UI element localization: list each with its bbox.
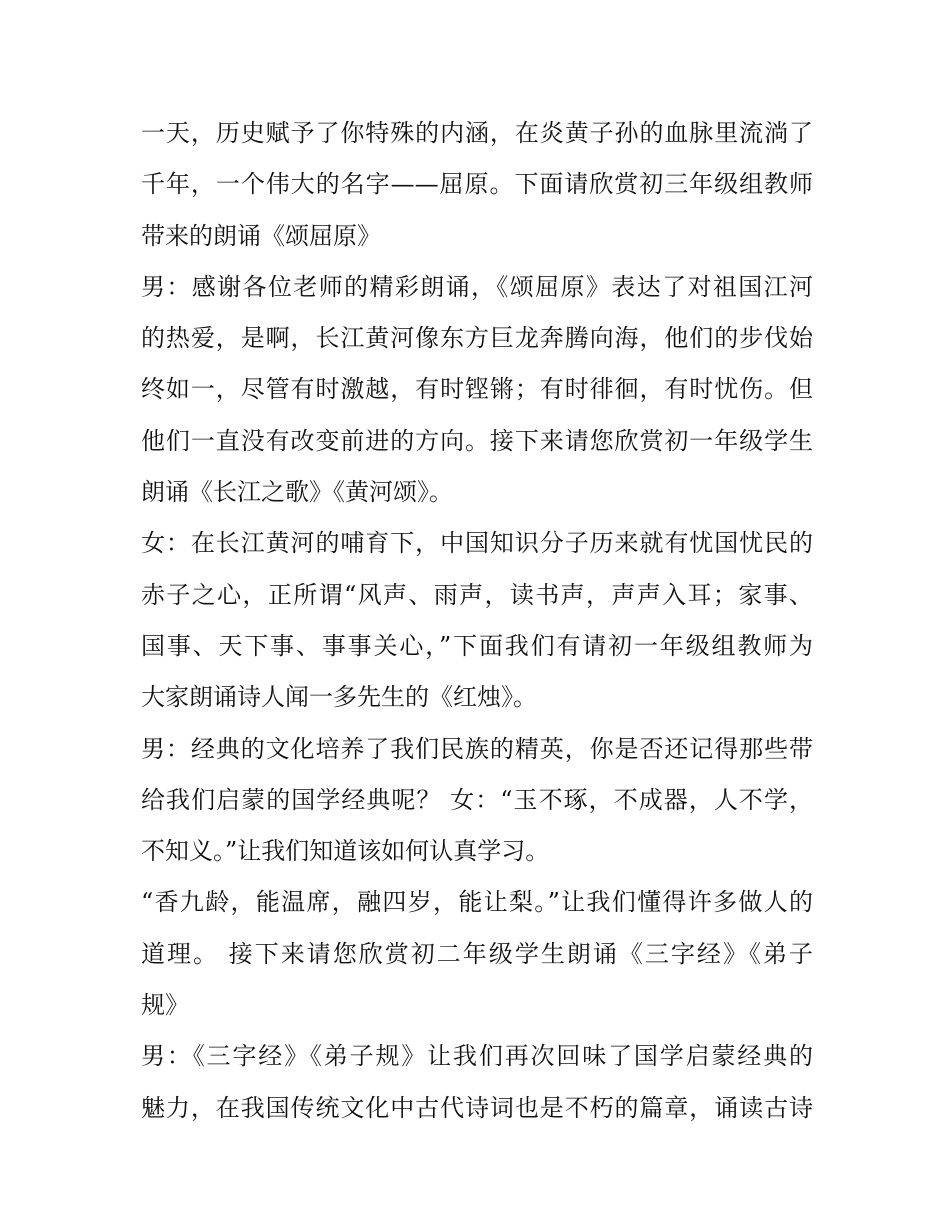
text-line: 男：感谢各位老师的精彩朗诵，《颂屈原》表达了对祖国江河 bbox=[141, 272, 813, 301]
text-line: 赤子之心，正所谓“风声、雨声，读书声，声声入耳；家事、 bbox=[141, 580, 813, 609]
text-line: 魅力，在我国传统文化中古代诗词也是不朽的篇章，诵读古诗 bbox=[141, 1093, 813, 1122]
text-line: 给我们启蒙的国学经典呢？ 女：“玉不琢，不成器，人不学， bbox=[141, 785, 813, 814]
text-line: 女：在长江黄河的哺育下，中国知识分子历来就有忧国忧民的 bbox=[141, 529, 813, 558]
document-body bbox=[141, 108, 813, 1134]
text-line: 他们一直没有改变前进的方向。接下来请您欣赏初一年级学生 bbox=[141, 426, 813, 455]
text-line: 的热爱，是啊，长江黄河像东方巨龙奔腾向海，他们的步伐始 bbox=[141, 324, 813, 353]
text-line: 大家朗诵诗人闻一多先生的《红烛》。 bbox=[141, 683, 537, 712]
text-line: 千年，一个伟大的名字——屈原。下面请欣赏初三年级组教师 bbox=[141, 170, 813, 199]
text-line: 国事、天下事、事事关心，”下面我们有请初一年级组教师为 bbox=[141, 631, 813, 660]
text-line: 朗诵《长江之歌》《黄河颂》。 bbox=[141, 478, 453, 507]
text-line: 道理。 接下来请您欣赏初二年级学生朗诵《三字经》《弟子 bbox=[141, 939, 813, 968]
text-line: 带来的朗诵《颂屈原》 bbox=[141, 221, 381, 250]
text-line: “香九龄，能温席，融四岁，能让梨。”让我们懂得许多做人的 bbox=[141, 888, 813, 917]
text-line: 男：《三字经》《弟子规》让我们再次回味了国学启蒙经典的 bbox=[141, 1042, 813, 1071]
text-line: 终如一，尽管有时激越，有时铿锵；有时徘徊，有时忧伤。但 bbox=[141, 375, 813, 404]
text-line: 规》 bbox=[141, 991, 189, 1020]
text-line: 不知义。”让我们知道该如何认真学习。 bbox=[141, 837, 550, 866]
text-line: 一天，历史赋予了你特殊的内涵，在炎黄子孙的血脉里流淌了 bbox=[141, 119, 813, 147]
text-line: 男：经典的文化培养了我们民族的精英，你是否还记得那些带 bbox=[141, 734, 813, 763]
